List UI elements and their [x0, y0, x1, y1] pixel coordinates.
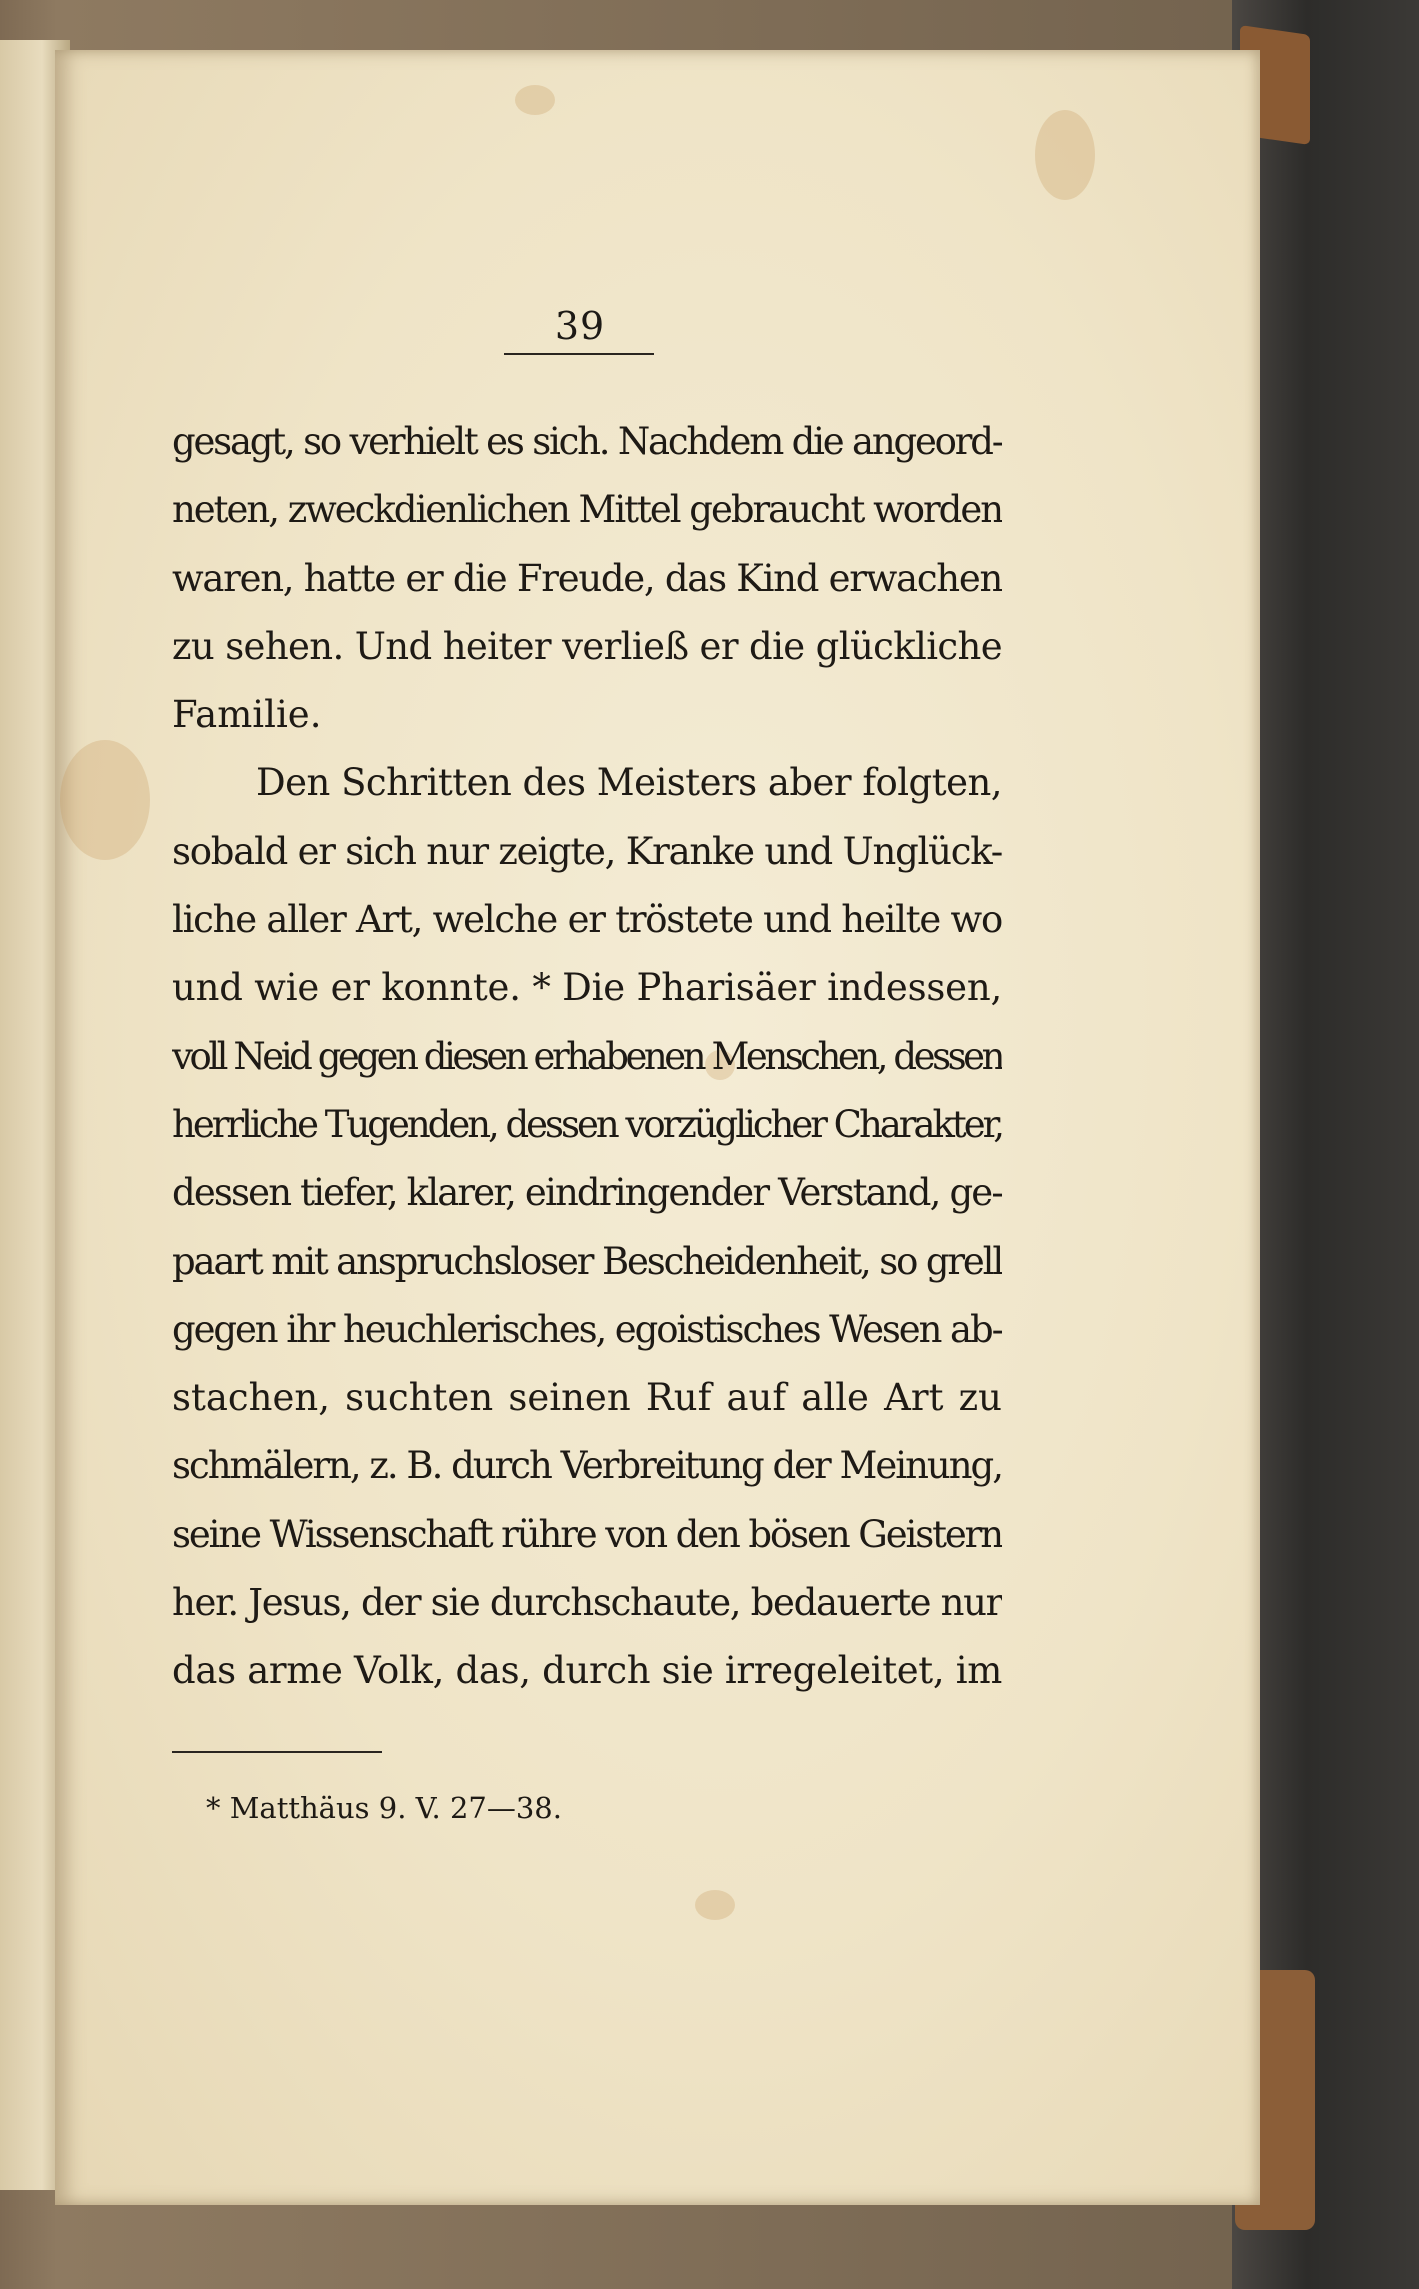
text-line: gegen ihr heuchlerisches, egoistisches Wesen ab- [172, 1307, 1002, 1351]
paper-stain [1035, 110, 1095, 200]
footnote: * Matthäus 9. V. 27—38. [206, 1791, 562, 1825]
text-line: das arme Volk, das, durch sie irregeleitet, im [172, 1649, 1002, 1693]
text-line: sobald er sich nur zeigte, Kranke und Unglück- [172, 829, 1002, 873]
text-line: paart mit anspruchsloser Bescheidenheit, so grell [172, 1239, 1002, 1283]
text-line: stachen, suchten seinen Ruf auf alle Art zu [172, 1376, 1002, 1420]
text-line: liche aller Art, welche er tröstete und heilte wo [172, 898, 1002, 942]
page-number-rule [504, 353, 654, 355]
text-line: waren, hatte er die Freude, das Kind erwachen [172, 556, 1002, 600]
text-line: seine Wissenschaft rühre von den bösen Geistern [172, 1512, 1002, 1556]
text-line: und wie er konnte. * Die Pharisäer indessen, [172, 966, 1002, 1010]
text-line: neten, zweckdienlichen Mittel gebraucht worden [172, 488, 1002, 532]
body-text [172, 408, 1002, 1706]
book-binding [1232, 0, 1419, 2289]
footnote-rule [172, 1751, 382, 1753]
text-line: schmälern, z. B. durch Verbreitung der Meinung, [172, 1444, 1002, 1488]
text-line: gesagt, so verhielt es sich. Nachdem die angeord- [172, 420, 1002, 463]
text-line: Den Schritten des Meisters aber folgten, [256, 761, 1002, 805]
text-line: dessen tiefer, klarer, eindringender Verstand, ge- [172, 1171, 1002, 1215]
paper-stain [515, 85, 555, 115]
text-line: herrliche Tugenden, dessen vorzüglicher Charakter, [172, 1102, 1002, 1146]
text-line: zu sehen. Und heiter verließ er die glückliche [172, 624, 1002, 668]
paper-stain [695, 1890, 735, 1920]
text-line: voll Neid gegen diesen erhabenen Menschen, dessen [172, 1034, 1002, 1078]
page-number: 39 [554, 304, 606, 348]
paper-stain [60, 740, 150, 860]
text-line: Familie. [172, 693, 322, 737]
text-line: her. Jesus, der sie durchschaute, bedauerte nur [172, 1581, 1002, 1625]
